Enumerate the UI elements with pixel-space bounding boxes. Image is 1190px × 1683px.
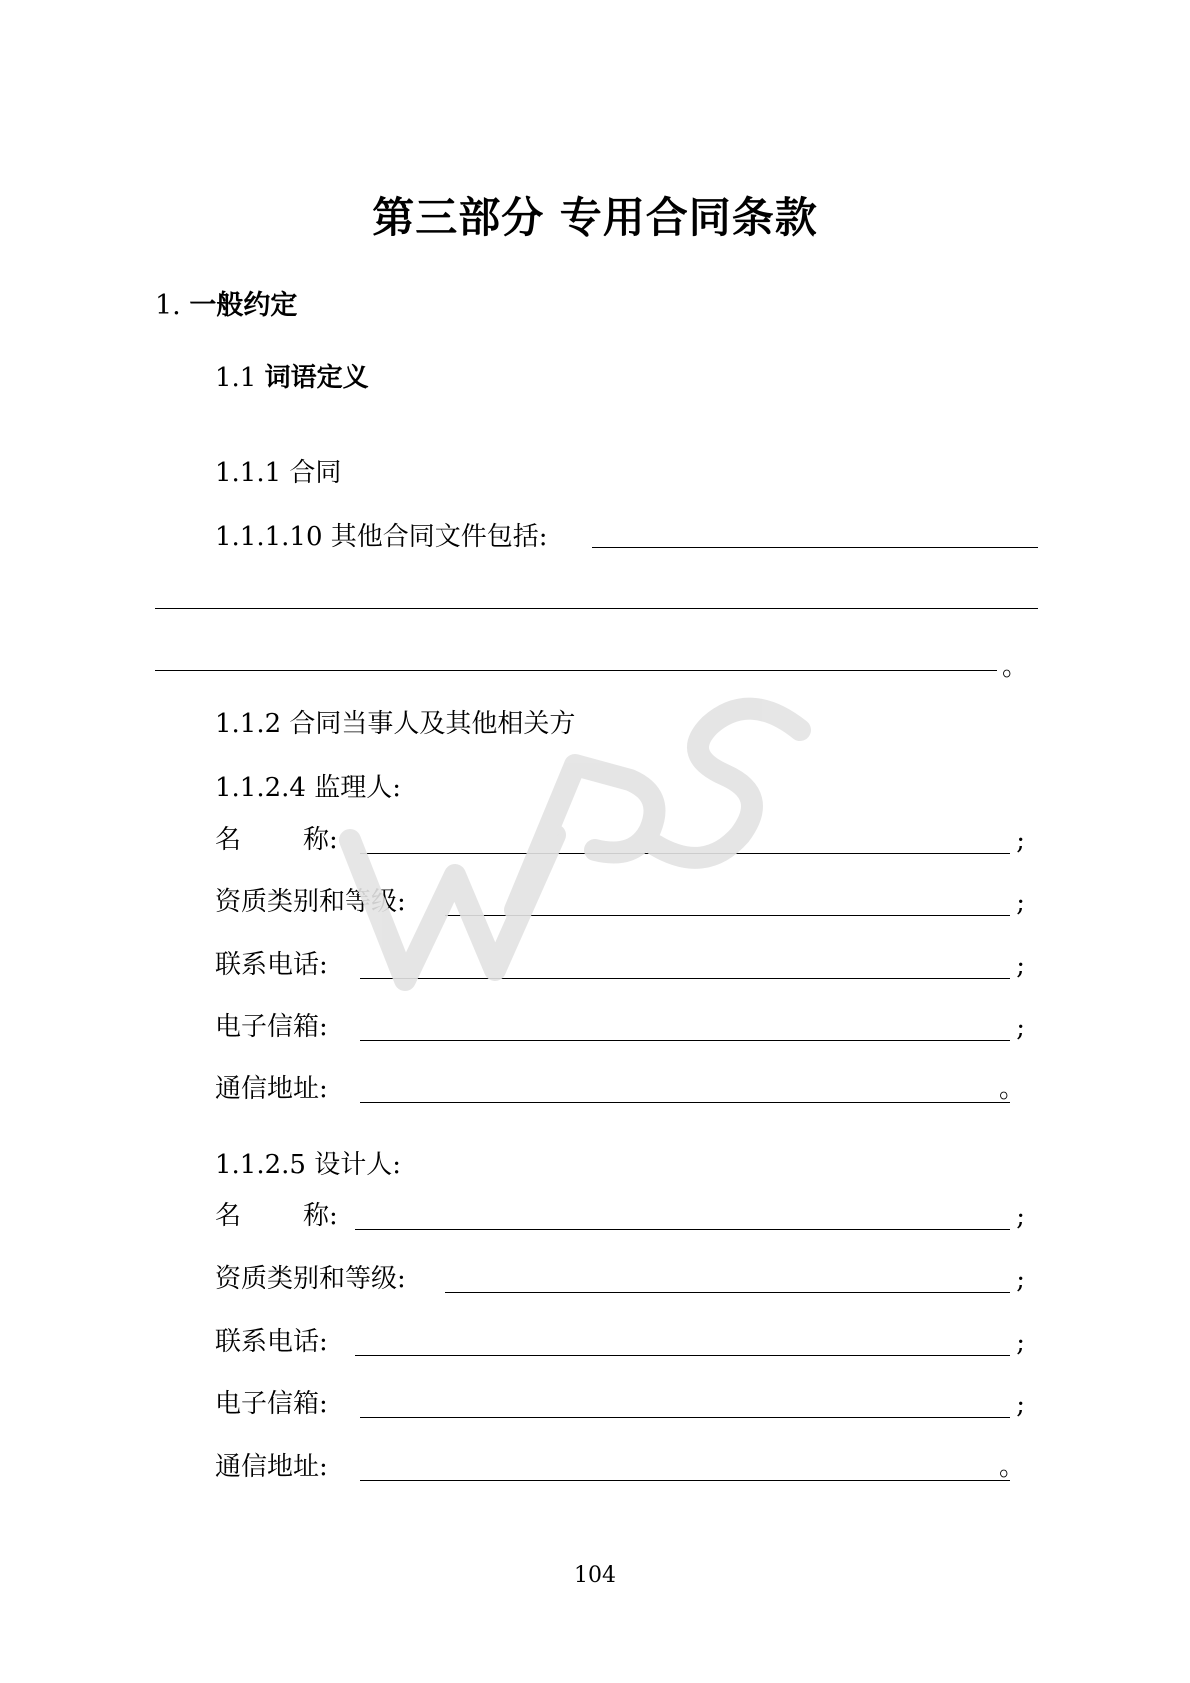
designer-phone-field (215, 1322, 1025, 1362)
supervisor-address-input-line[interactable] (360, 1102, 1010, 1103)
supervisor-phone-input-line[interactable] (360, 978, 1010, 979)
supervisor-phone-end: ; (1016, 951, 1025, 981)
designer-address-input-line[interactable] (360, 1480, 1010, 1481)
section-1-heading (155, 283, 297, 322)
designer-email-end: ; (1016, 1390, 1025, 1420)
designer-address-label: 通信地址: (215, 1452, 328, 1482)
designer-address-end: 。 (998, 1452, 1025, 1482)
supervisor-phone-field (215, 945, 1025, 985)
supervisor-qualification-end: ; (1016, 888, 1025, 918)
supervisor-name-field (215, 820, 1025, 860)
supervisor-phone-label: 联系电话: (215, 950, 328, 980)
section-1-1-label: 词语定义 (264, 363, 369, 393)
supervisor-qualification-field (215, 882, 1025, 922)
supervisor-email-field (215, 1007, 1025, 1047)
designer-qualification-field (215, 1259, 1025, 1299)
supervisor-heading: 1.1.2.4 监理人: (215, 773, 401, 803)
designer-name-label-a: 名 (215, 1201, 242, 1231)
supervisor-email-label: 电子信箱: (215, 1012, 328, 1042)
supervisor-name-input-line[interactable] (360, 853, 1010, 854)
supervisor-address-field (215, 1069, 1025, 1109)
supervisor-name-label-a: 名 (215, 825, 242, 855)
supervisor-email-input-line[interactable] (360, 1040, 1010, 1041)
clause-1-1-1-10-label: 1.1.1.10 其他合同文件包括: (215, 522, 548, 552)
supervisor-name-label-b: 称: (303, 825, 338, 855)
designer-address-field (215, 1447, 1025, 1487)
designer-phone-input-line[interactable] (355, 1355, 1010, 1356)
section-1-1-heading (215, 357, 369, 394)
designer-phone-label: 联系电话: (215, 1327, 328, 1357)
designer-qualification-input-line[interactable] (445, 1292, 1010, 1293)
designer-email-field (215, 1384, 1025, 1424)
designer-phone-end: ; (1016, 1328, 1025, 1358)
section-1-label: 一般约定 (189, 290, 298, 321)
designer-email-input-line[interactable] (360, 1417, 1010, 1418)
designer-name-end: ; (1016, 1202, 1025, 1232)
designer-heading: 1.1.2.5 设计人: (215, 1150, 401, 1180)
page-title: 第三部分 专用合同条款 (372, 193, 818, 242)
section-1-1-1-heading: 1.1.1 合同 (215, 458, 342, 488)
designer-email-label: 电子信箱: (215, 1389, 328, 1419)
designer-name-input-line[interactable] (355, 1229, 1010, 1230)
supervisor-email-end: ; (1016, 1013, 1025, 1043)
section-1-1-2-heading: 1.1.2 合同当事人及其他相关方 (215, 709, 576, 739)
section-1-1-number: 1.1 (215, 363, 257, 393)
designer-qualification-label: 资质类别和等级: (215, 1264, 406, 1294)
other-documents-line-3[interactable] (155, 670, 997, 671)
supervisor-address-label: 通信地址: (215, 1074, 328, 1104)
section-1-number: 1. (155, 290, 181, 321)
clause-end-period: 。 (1002, 652, 1029, 682)
designer-qualification-end: ; (1016, 1265, 1025, 1295)
supervisor-qualification-input-line[interactable] (445, 915, 1010, 916)
supervisor-address-end: 。 (998, 1074, 1025, 1104)
supervisor-name-end: ; (1016, 826, 1025, 856)
designer-name-label-b: 称: (303, 1201, 338, 1231)
designer-name-field (215, 1196, 1025, 1236)
other-documents-line-2[interactable] (155, 608, 1038, 609)
other-documents-line-1[interactable] (592, 547, 1038, 548)
page-number: 104 (574, 1563, 616, 1588)
supervisor-qualification-label: 资质类别和等级: (215, 887, 406, 917)
